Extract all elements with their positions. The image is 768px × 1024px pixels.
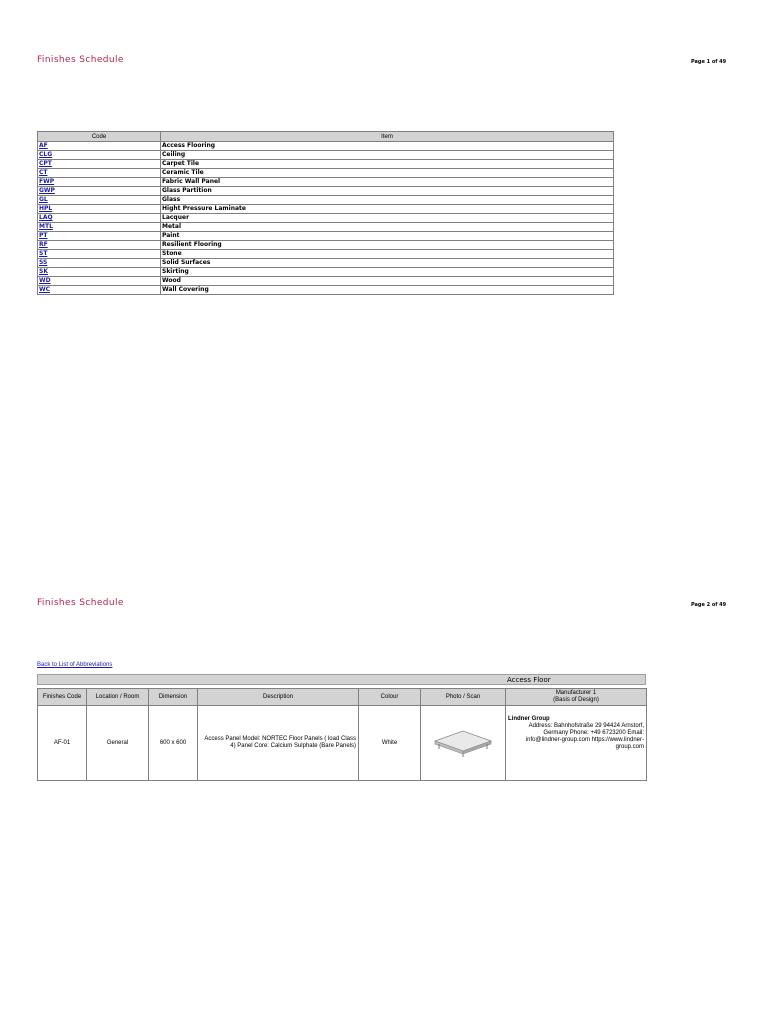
- table-row: [38, 178, 614, 187]
- item-cell: Wood: [161, 277, 614, 286]
- table-row: [38, 259, 614, 268]
- manufacturer-header-label: Manufacturer 1: [555, 690, 597, 696]
- code-cell: [38, 250, 161, 259]
- item-cell: Access Flooring: [161, 142, 614, 151]
- code-cell: [38, 259, 161, 268]
- table-row: [38, 205, 614, 214]
- item-cell: Wall Covering: [161, 286, 614, 295]
- finishes-code-cell: AF-01: [38, 706, 87, 781]
- code-link[interactable]: CT: [39, 169, 48, 176]
- manufacturer-cell: [506, 706, 647, 781]
- page-number: Page 2 of 49: [691, 602, 727, 608]
- abbreviations-table: [37, 131, 614, 295]
- table-row: [38, 151, 614, 160]
- table-row: [38, 142, 614, 151]
- finishes-schedule-table: [37, 688, 647, 781]
- code-cell: [38, 187, 161, 196]
- code-cell: [38, 241, 161, 250]
- code-cell: [38, 160, 161, 169]
- code-link[interactable]: LAQ: [39, 214, 53, 221]
- column-header-manufacturer: [506, 689, 647, 706]
- table-row: [38, 232, 614, 241]
- table-row: [38, 241, 614, 250]
- item-cell: Fabric Wall Panel: [161, 178, 614, 187]
- item-cell: Ceiling: [161, 151, 614, 160]
- code-link[interactable]: AF: [39, 142, 48, 149]
- table-row: [38, 214, 614, 223]
- code-link[interactable]: FWP: [39, 178, 55, 185]
- item-cell: Resilient Flooring: [161, 241, 614, 250]
- code-cell: [38, 268, 161, 277]
- item-cell: Solid Surfaces: [161, 259, 614, 268]
- manufacturer-header-sub: (Basis of Design): [553, 697, 599, 703]
- location-cell: General: [87, 706, 149, 781]
- manufacturer-name: Lindner Group: [508, 716, 550, 722]
- item-cell: Paint: [161, 232, 614, 241]
- item-cell: Metal: [161, 223, 614, 232]
- photo-cell: [421, 706, 506, 781]
- table-row: [38, 196, 614, 205]
- code-link[interactable]: WD: [39, 277, 51, 284]
- code-link[interactable]: CLG: [39, 151, 53, 158]
- table-row: [38, 286, 614, 295]
- code-link[interactable]: ST: [39, 250, 48, 257]
- table-row: [38, 706, 647, 781]
- code-cell: [38, 169, 161, 178]
- code-cell: [38, 205, 161, 214]
- description-cell: Access Panel Model: NORTEC Floor Panels ( load Class 4) Panel Core: Calcium Sulphate (Bare Panels): [198, 706, 359, 781]
- code-link[interactable]: SK: [39, 268, 48, 275]
- section-header: [37, 674, 646, 685]
- code-cell: [38, 214, 161, 223]
- item-cell: Lacquer: [161, 214, 614, 223]
- table-row: [38, 169, 614, 178]
- item-cell: Hight Pressure Laminate: [161, 205, 614, 214]
- column-header-item: Item: [161, 132, 614, 142]
- column-header-photo: Photo / Scan: [421, 689, 506, 706]
- table-row: [38, 223, 614, 232]
- item-cell: Ceramic Tile: [161, 169, 614, 178]
- column-header-colour: Colour: [359, 689, 421, 706]
- code-link[interactable]: GL: [39, 196, 48, 203]
- code-cell: [38, 286, 161, 295]
- code-link[interactable]: WC: [39, 286, 51, 293]
- code-link[interactable]: CPT: [39, 160, 52, 167]
- page-number: Page 1 of 49: [691, 59, 727, 65]
- column-header-description: Description: [198, 689, 359, 706]
- code-link[interactable]: PT: [39, 232, 48, 239]
- code-cell: [38, 142, 161, 151]
- table-row: [38, 160, 614, 169]
- page-title: Finishes Schedule: [37, 55, 124, 65]
- floor-panel-image: [431, 727, 495, 757]
- column-header-dimension: Dimension: [149, 689, 198, 706]
- item-cell: Glass Partition: [161, 187, 614, 196]
- column-header-location: Location / Room: [87, 689, 149, 706]
- code-cell: [38, 232, 161, 241]
- column-header-code: Code: [38, 132, 161, 142]
- item-cell: Skirting: [161, 268, 614, 277]
- table-row: [38, 277, 614, 286]
- code-cell: [38, 178, 161, 187]
- item-cell: Glass: [161, 196, 614, 205]
- page-title: Finishes Schedule: [37, 598, 124, 608]
- colour-cell: White: [359, 706, 421, 781]
- code-link[interactable]: GWP: [39, 187, 55, 194]
- table-row: [38, 268, 614, 277]
- code-link[interactable]: SS: [39, 259, 48, 266]
- code-cell: [38, 277, 161, 286]
- code-link[interactable]: RF: [39, 241, 48, 248]
- back-to-abbreviations-link[interactable]: Back to List of Abbreviations: [37, 662, 113, 668]
- item-cell: Stone: [161, 250, 614, 259]
- column-header-finishes-code: Finishes Code: [38, 689, 87, 706]
- table-row: [38, 187, 614, 196]
- table-row: [38, 250, 614, 259]
- item-cell: Carpet Tile: [161, 160, 614, 169]
- section-title: Access Floor: [507, 676, 551, 684]
- code-cell: [38, 223, 161, 232]
- dimension-cell: 600 x 600: [149, 706, 198, 781]
- code-cell: [38, 196, 161, 205]
- manufacturer-details: Address: Bahnhofstraße 29 94424 Arnstorf, Germany Phone: +49 6723200 Email: info@lindner-group.com https://www.lindner-group.com: [525, 723, 644, 750]
- code-link[interactable]: HPL: [39, 205, 53, 212]
- code-cell: [38, 151, 161, 160]
- code-link[interactable]: MTL: [39, 223, 53, 230]
